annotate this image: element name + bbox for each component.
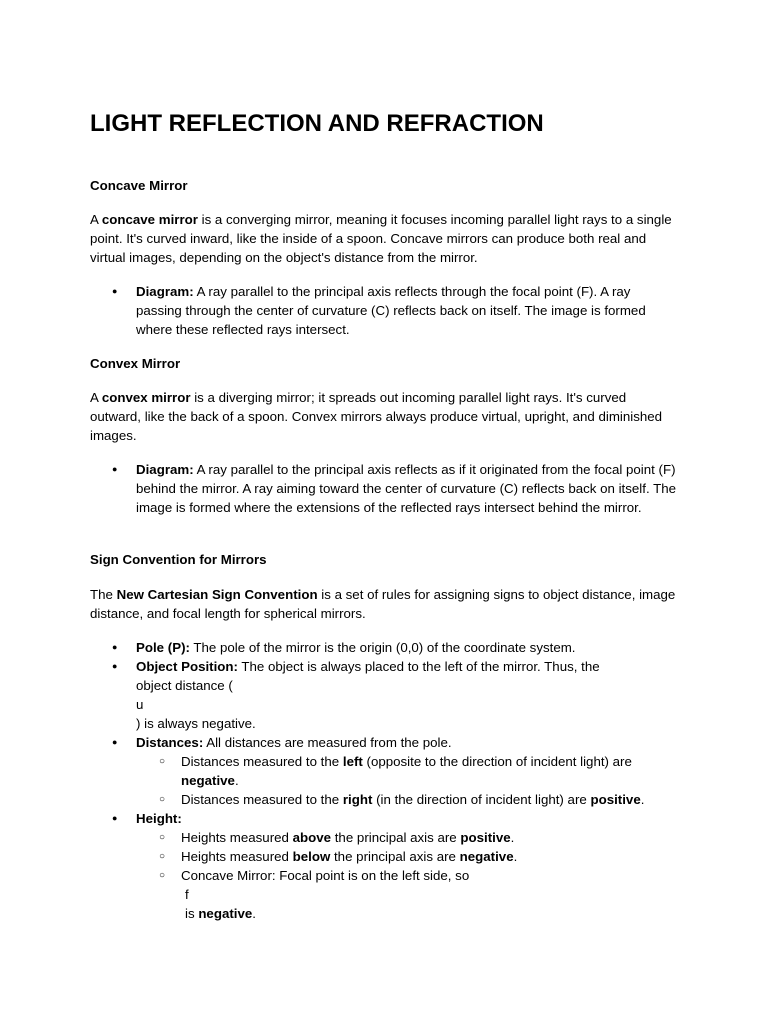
height-label: Height:: [136, 811, 182, 826]
convex-heading: Convex Mirror: [90, 356, 181, 371]
convex-diagram-label: Diagram:: [136, 462, 194, 477]
distances-text: All distances are measured from the pole.: [203, 735, 452, 750]
concave-diagram-list: [90, 282, 690, 339]
height-item: [90, 809, 690, 923]
concave-p-bold: concave mirror: [101, 212, 198, 227]
convex-p-post: is a diverging mirror; it spreads out incoming parallel light rays. It's curved outward, like the back of a spoon. Convex mirrors always produce virtual, upright, and diminished images.: [90, 390, 663, 443]
distances-right-positive: positive: [590, 792, 641, 807]
sign-p-bold: New Cartesian Sign Convention: [116, 587, 318, 602]
height-below-negative: negative: [459, 849, 514, 864]
distances-right-mid: (in the direction of incident light) are: [372, 792, 591, 807]
height-below-end: .: [513, 849, 518, 864]
concave-p-post: is a converging mirror, meaning it focuses incoming parallel light rays to a single point. It's curved inward, like the inside of a spoon. Concave mirrors can produce both real and virtual images, depending on the object's distance from the mirror.: [90, 212, 672, 265]
concave-paragraph: [90, 210, 680, 267]
distances-label: Distances:: [136, 735, 204, 750]
concave-focal-item: [136, 866, 690, 923]
height-sublist: [136, 828, 690, 923]
height-above-pre: Heights measured: [181, 830, 293, 845]
distances-left-item: [136, 752, 661, 790]
convex-p-pre: A: [90, 390, 102, 405]
concave-p-pre: A: [90, 212, 102, 227]
object-distance-variable: u: [136, 697, 144, 712]
concave-diagram-item: [90, 282, 666, 339]
concave-focal-text: ○ Concave Mirror: Focal point is on the left side, so: [181, 868, 470, 883]
distances-right-pre: Distances measured to the: [181, 792, 343, 807]
distances-right-end: .: [640, 792, 645, 807]
distances-sublist: [136, 752, 690, 809]
object-position-label: Object Position:: [136, 659, 238, 674]
concave-diagram-label: Diagram:: [136, 284, 194, 299]
concave-focal-end: .: [252, 906, 256, 921]
focal-length-variable: f: [185, 887, 189, 902]
sign-p-post: is a set of rules for assigning signs to object distance, image distance, and focal length for spherical mirrors.: [90, 587, 676, 621]
height-above-item: [136, 828, 690, 847]
object-position-end: ) is always negative.: [136, 716, 256, 731]
pole-label: Pole (P):: [136, 640, 190, 655]
convex-diagram-text: A ray parallel to the principal axis reflects as if it originated from the focal point (F) behind the mirror. A ray aiming toward the center of curvature (C) reflects back on itself. The image is formed where the extensions of the reflected rays intersect behind the mirror.: [136, 462, 677, 515]
height-above-end: .: [510, 830, 515, 845]
height-above-positive: positive: [460, 830, 511, 845]
concave-focal-line: [181, 904, 690, 923]
height-below-pre: Heights measured: [181, 849, 293, 864]
convex-p-bold: convex mirror: [101, 390, 191, 405]
sign-p-pre: The: [90, 587, 117, 602]
concave-focal-is: is: [185, 906, 199, 921]
height-below-bold: below: [292, 849, 331, 864]
object-position-text: The object is always placed to the left of the mirror. Thus, the object distance (: [136, 659, 600, 693]
height-below-mid: the principal axis are: [330, 849, 460, 864]
height-above-mid: the principal axis are: [331, 830, 461, 845]
distances-item: [90, 733, 690, 809]
concave-diagram-text: A ray parallel to the principal axis reflects through the focal point (F). A ray passing through the center of curvature (C) reflects back on itself. The image is formed where these reflected rays intersect.: [136, 284, 646, 337]
distances-right-item: [136, 790, 690, 809]
object-position-item: [90, 657, 636, 733]
distances-left-mid: (opposite to the direction of incident light) are: [362, 754, 632, 769]
sign-paragraph: [90, 585, 680, 623]
page-title: LIGHT REFLECTION AND REFRACTION: [90, 110, 544, 137]
distances-right-bold: right: [342, 792, 373, 807]
concave-focal-negative: negative: [198, 906, 253, 921]
pole-text: The pole of the mirror is the origin (0,0) of the coordinate system.: [189, 640, 576, 655]
sign-heading: Sign Convention for Mirrors: [90, 552, 267, 567]
sign-rules-list: [90, 638, 690, 923]
distances-left-end: .: [234, 773, 239, 788]
convex-diagram-item: [90, 460, 686, 517]
convex-paragraph: [90, 388, 680, 445]
distances-left-negative: negative: [181, 773, 235, 788]
height-below-item: [136, 847, 690, 866]
pole-item: [90, 638, 690, 657]
height-above-bold: above: [292, 830, 332, 845]
convex-diagram-list: [90, 460, 690, 517]
concave-heading: Concave Mirror: [90, 178, 188, 193]
distances-left-pre: Distances measured to the: [181, 754, 343, 769]
distances-left-bold: left: [342, 754, 363, 769]
